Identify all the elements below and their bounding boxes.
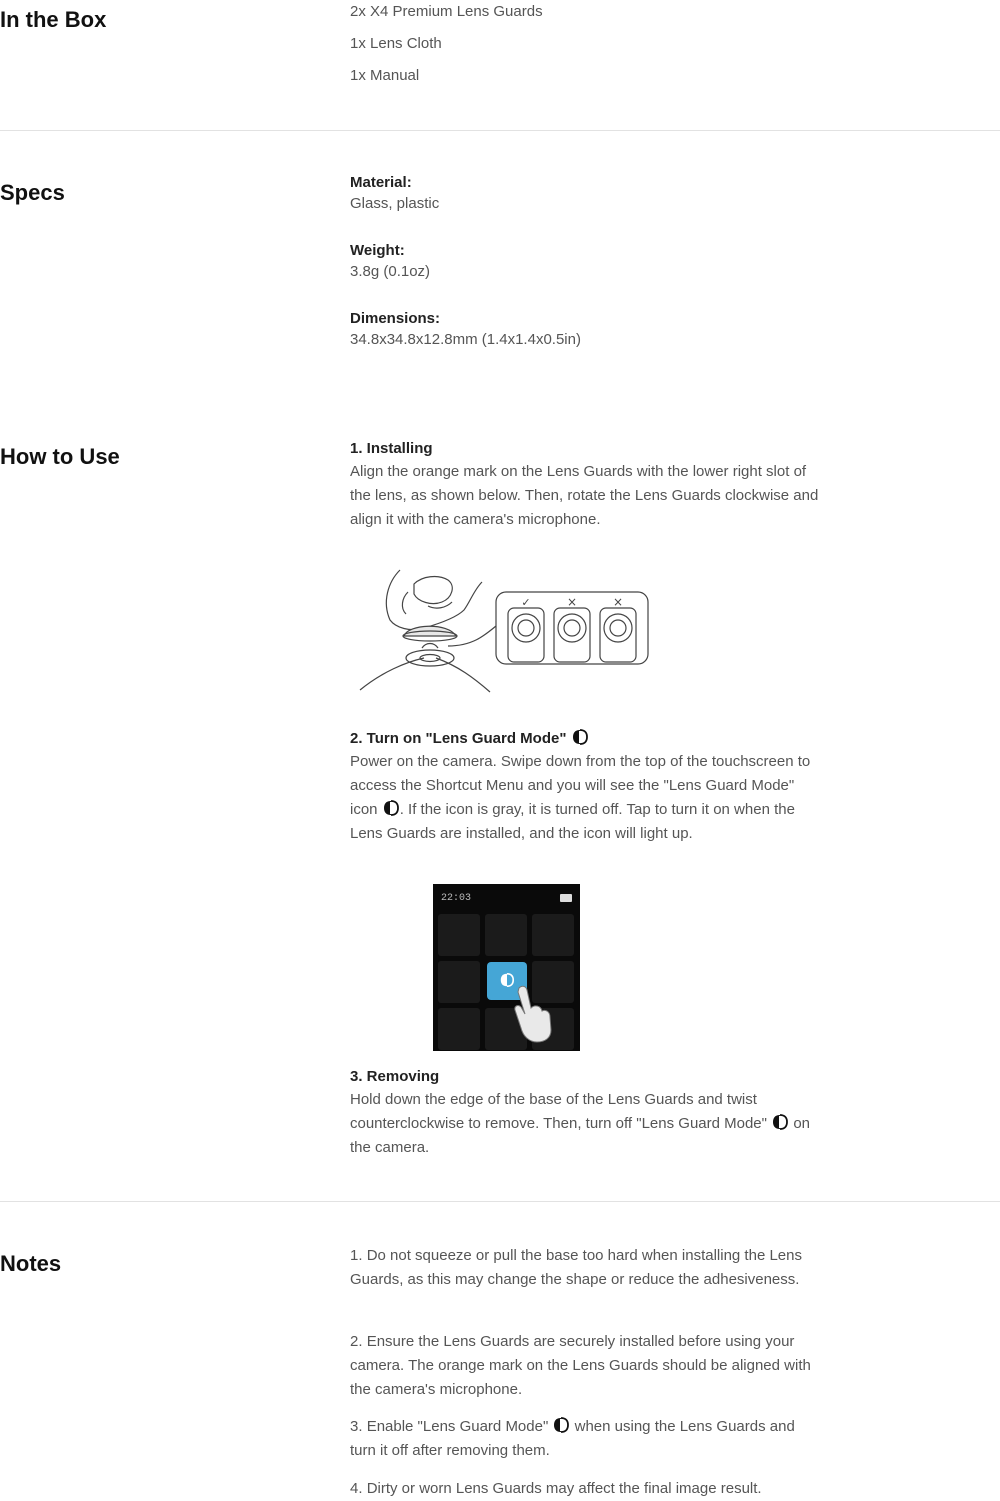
note-text: Do not squeeze or pull the base too hard when installing the Lens Guards, as this may change the shape or reduce the adhesiveness. <box>350 1247 802 1288</box>
check-mark: ✓ <box>521 596 531 609</box>
section-title-specs: Specs <box>0 180 65 205</box>
note-item <box>350 1244 820 1292</box>
specs-list <box>350 172 820 376</box>
spec-value: 3.8g (0.1oz) <box>350 263 431 280</box>
step-title: 1. Installing <box>350 440 433 457</box>
spec-weight <box>350 240 820 282</box>
spec-label: Weight: <box>350 242 405 259</box>
step-removing <box>350 1066 820 1160</box>
shortcut-tile <box>532 914 574 956</box>
step-title <box>350 728 820 750</box>
battery-icon <box>560 894 572 902</box>
step-body-text: on the camera. <box>350 1115 811 1156</box>
step-body-text: Power on the camera. Swipe down from the top of the touchscreen to access the Shortcut Menu and you will see the "Lens Guard Mode" icon <box>350 753 811 818</box>
step-body-text: . If the icon is gray, it is turned off. Tap to turn it on when the Lens Guards are installed, and the icon will light up. <box>350 801 795 842</box>
spec-material <box>350 172 820 214</box>
lens-guard-mode-icon <box>382 800 400 816</box>
box-item: 2x X4 Premium Lens Guards <box>350 3 543 20</box>
lens-guard-mode-icon <box>552 1417 570 1433</box>
shortcut-tile <box>438 961 480 1003</box>
spec-label: Dimensions: <box>350 310 441 327</box>
cross-mark: × <box>612 595 624 609</box>
note-text: Dirty or worn Lens Guards may affect the final image result. <box>366 1480 762 1497</box>
step-body <box>350 1088 820 1160</box>
camera-touchscreen-illustration <box>433 884 580 1051</box>
note-item <box>350 1330 820 1402</box>
note-number: 3. <box>350 1418 363 1435</box>
in-the-box-list <box>350 0 820 92</box>
section-title-notes: Notes <box>0 1251 62 1276</box>
step-installing <box>350 438 820 532</box>
section-title-how-to-use: How to Use <box>0 444 120 469</box>
installation-illustration <box>352 562 652 697</box>
lens-slot-wrong <box>554 608 590 662</box>
cross-mark: × <box>566 595 578 609</box>
section-divider <box>0 1201 1000 1202</box>
note-item <box>350 1415 820 1463</box>
shortcut-tile <box>438 1008 480 1050</box>
box-item: 1x Lens Cloth <box>350 35 442 52</box>
spec-label: Material: <box>350 174 412 191</box>
tapping-hand-icon <box>513 984 555 1044</box>
section-divider <box>0 130 1000 131</box>
lens-guard-mode-icon <box>771 1114 789 1130</box>
spec-dimensions <box>350 308 820 350</box>
shortcut-tile <box>485 914 527 956</box>
note-item <box>350 1477 820 1501</box>
note-number: 2. <box>350 1333 363 1350</box>
note-number: 1. <box>350 1247 363 1264</box>
section-title-in-the-box: In the Box <box>0 7 107 32</box>
step-title-text: 2. Turn on "Lens Guard Mode" <box>350 730 567 747</box>
hand-outline <box>386 570 482 630</box>
note-number: 4. <box>350 1480 363 1497</box>
step-body-text: Hold down the edge of the base of the Lens Guards and twist counterclockwise to remove. Then, turn off "Lens Guard Mode" <box>350 1091 767 1132</box>
lens-guard-mode-icon <box>571 729 589 745</box>
status-time: 22:03 <box>441 893 472 904</box>
box-item: 1x Manual <box>350 67 420 84</box>
lens-slot-wrong <box>600 608 636 662</box>
shortcut-tile <box>438 914 480 956</box>
note-text: Enable "Lens Guard Mode" <box>366 1418 549 1435</box>
spec-value: Glass, plastic <box>350 195 440 212</box>
step-title: 3. Removing <box>350 1068 440 1085</box>
note-text: Ensure the Lens Guards are securely installed before using your camera. The orange mark on the Lens Guards should be aligned with the camera's microphone. <box>350 1333 811 1398</box>
lens-slot-correct <box>508 608 544 662</box>
spec-value: 34.8x34.8x12.8mm (1.4x1.4x0.5in) <box>350 331 581 348</box>
step-body <box>350 750 820 846</box>
step-body: Align the orange mark on the Lens Guards with the lower right slot of the lens, as shown below. Then, rotate the Lens Guards clockwise and align it with the camera's microphone. <box>350 463 819 528</box>
note-text: when using the Lens Guards and turn it off after removing them. <box>350 1418 795 1459</box>
step-lens-guard-mode <box>350 728 820 846</box>
